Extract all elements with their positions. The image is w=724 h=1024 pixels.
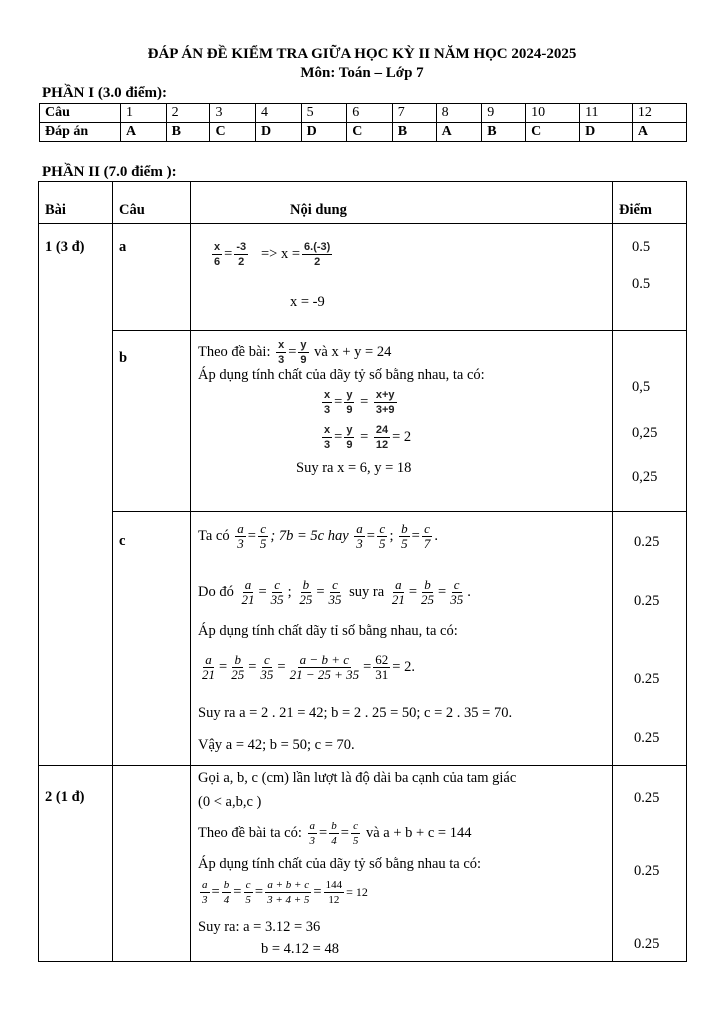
score: 0.5 — [632, 276, 651, 292]
bai1b-property: Áp dụng tính chất của dãy tỷ số bằng nhau, ta có: — [198, 367, 485, 383]
score: 0.25 — [634, 534, 660, 550]
bai1c-line4: $\frac{a}{21}$ = $\frac{b}{25}$ = $\frac{c}{35}$ = $\frac{a - b + c}{21 - 25 + 35}$ = $\frac{62}{31}$ = 2. — [202, 652, 415, 682]
question-number: 2 — [166, 104, 210, 123]
bai1-cau-a: a — [119, 239, 127, 255]
bai2-result-a: Suy ra: a = 3.12 = 36 — [198, 919, 321, 935]
answer-row-label: Đáp án — [40, 123, 121, 142]
part1-heading: PHẦN I (3.0 điểm): — [42, 85, 167, 101]
col-header-cau: Câu — [119, 202, 145, 218]
score: 0.25 — [634, 730, 660, 746]
col-header-diem: Điểm — [619, 202, 653, 218]
part1-answer-table — [39, 103, 687, 142]
score: 0.25 — [634, 593, 660, 609]
bai1b-ratio-eq2: $\frac{x}{3}$ = $\frac{y}{9}$ = $\frac{24}{12}$ = 2 — [324, 424, 412, 451]
answer-cell: A — [436, 123, 482, 142]
question-number: 3 — [210, 104, 256, 123]
score: 0,25 — [632, 469, 658, 485]
answer-cell: D — [580, 123, 633, 142]
bai1c-line1: Ta có $\frac{a}{3}$ = $\frac{c}{5}$ ; 7b = 5c hay $\frac{a}{3}$ = $\frac{c}{5}$ ; $\frac{b}{5}$ = $\frac{c}{7}$ . — [198, 521, 438, 551]
bai1a-result: x = -9 — [290, 294, 325, 310]
part2-heading: PHẦN II (7.0 điểm ): — [42, 164, 177, 180]
answer-cell: A — [632, 123, 686, 142]
question-number: 11 — [580, 104, 633, 123]
answer-cell: B — [392, 123, 436, 142]
bai2-line2: (0 < a,b,c ) — [198, 794, 262, 810]
bai2-label: 2 (1 đ) — [45, 789, 85, 805]
bai1b-given: Theo đề bài: $\frac{x}{3}$ = $\frac{y}{9}$ và x + y = 24 — [198, 339, 392, 366]
question-number: 10 — [526, 104, 580, 123]
score: 0.25 — [634, 790, 660, 806]
bai1-cau-c: c — [119, 533, 126, 549]
question-number: 7 — [392, 104, 436, 123]
col-header-bai: Bài — [45, 202, 66, 218]
question-number: 6 — [347, 104, 393, 123]
bai1c-property: Áp dụng tính chất dãy tỉ số bằng nhau, ta có: — [198, 623, 458, 639]
document-title: ĐÁP ÁN ĐỀ KIỂM TRA GIỮA HỌC KỲ II NĂM HỌC 2024-2025 — [147, 46, 577, 62]
answer-cell: C — [347, 123, 393, 142]
bai1c-line2: Do đó $\frac{a}{21}$ = $\frac{c}{35}$ ; $\frac{b}{25}$ = $\frac{c}{35}$ suy ra $\frac{a}{21}$ = $\frac{b}{25}$ = $\frac{c}{35}$ . — [198, 577, 471, 607]
bai2-line1: Gọi a, b, c (cm) lần lượt là độ dài ba cạnh của tam giác — [198, 770, 517, 786]
bai1b-ratio-eq1: $\frac{x}{3}$ = $\frac{y}{9}$ = $\frac{x+y}{3+9}$ — [324, 389, 395, 416]
bai1c-conclusion: Vậy a = 42; b = 50; c = 70. — [198, 737, 355, 753]
bai1b-result: Suy ra x = 6, y = 18 — [296, 460, 412, 476]
answer-cell: B — [482, 123, 526, 142]
question-number: 9 — [482, 104, 526, 123]
bai1-cau-b: b — [119, 350, 128, 366]
question-row — [40, 104, 687, 123]
question-number: 4 — [256, 104, 302, 123]
answer-cell: B — [166, 123, 210, 142]
question-number: 5 — [301, 104, 347, 123]
bai1c-result: Suy ra a = 2 . 21 = 42; b = 2 . 25 = 50; c = 2 . 35 = 70. — [198, 705, 513, 721]
document-subtitle: Môn: Toán – Lớp 7 — [300, 65, 424, 81]
bai2-line3: Theo đề bài ta có: $\frac{a}{3}$ = $\frac{b}{4}$ = $\frac{c}{5}$ và a + b + c = 144 — [198, 820, 472, 847]
bai1-label: 1 (3 đ) — [45, 239, 85, 255]
col-header-noi-dung: Nội dung — [290, 202, 347, 218]
bai2-result-b: b = 4.12 = 48 — [261, 941, 339, 957]
answer-cell: C — [526, 123, 580, 142]
answer-cell: D — [256, 123, 302, 142]
answer-cell: D — [301, 123, 347, 142]
score: 0.25 — [634, 863, 660, 879]
answer-row — [40, 123, 687, 142]
question-number: 1 — [121, 104, 167, 123]
question-row-label: Câu — [40, 104, 121, 123]
bai2-property: Áp dụng tính chất của dãy tỷ số bằng nhau ta có: — [198, 856, 482, 872]
bai2-ratio-eq: $\frac{a}{3}$ = $\frac{b}{4}$ = $\frac{c}{5}$ = $\frac{a + b + c}{3 + 4 + 5}$ = $\frac{144}{12}$ = 12 — [202, 879, 368, 906]
score: 0.25 — [634, 936, 660, 952]
score: 0.5 — [632, 239, 651, 255]
score: 0,25 — [632, 425, 658, 441]
score: 0,5 — [632, 379, 651, 395]
question-number: 12 — [632, 104, 686, 123]
question-number: 8 — [436, 104, 482, 123]
bai1a-equation: $\frac{x}{6}$ = $\frac{-3}{2}$ => x = $\frac{6.(-3)}{2}$ — [214, 241, 331, 268]
answer-cell: A — [121, 123, 167, 142]
score: 0.25 — [634, 671, 660, 687]
answer-cell: C — [210, 123, 256, 142]
